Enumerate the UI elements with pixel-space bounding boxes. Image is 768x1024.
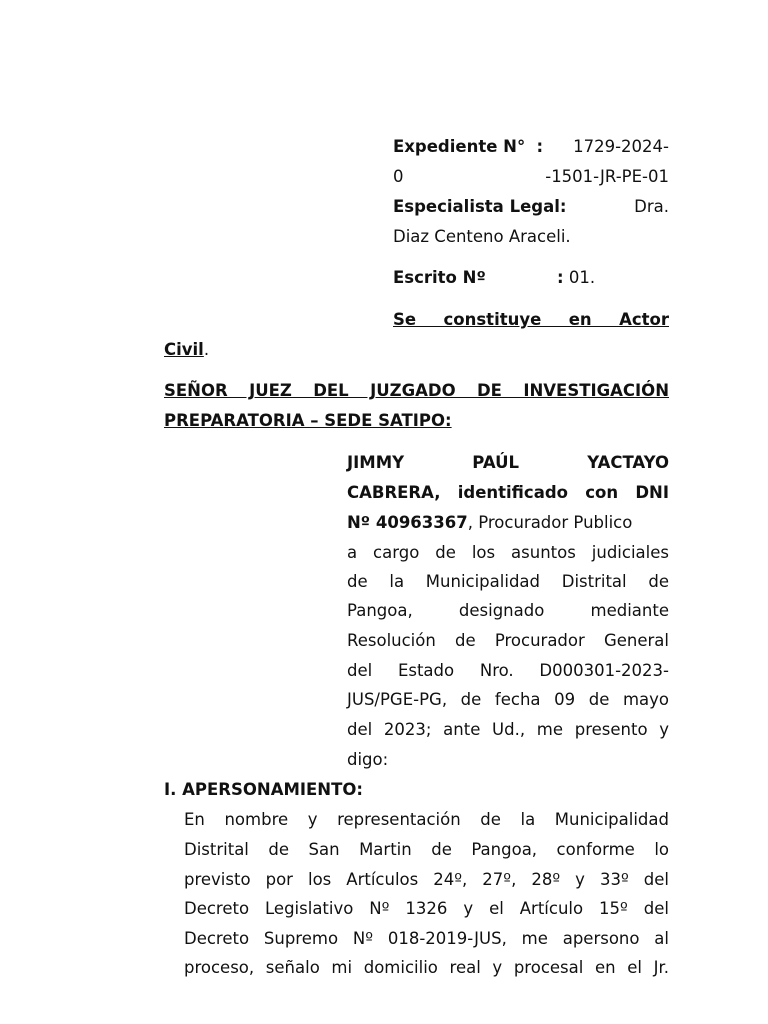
expediente-number-part2a: 0 (393, 167, 404, 186)
sumilla-line-2 (164, 340, 209, 360)
section1-line-6: proceso, señalo mi domicilio real y procesal en el Jr. (184, 958, 669, 977)
dni-number: Nº 40963367 (347, 513, 468, 532)
expediente-number-part1: 1729-2024- (573, 137, 669, 156)
expediente-line (393, 137, 669, 157)
section1-line-4: Decreto Legislativo Nº 1326 y el Artículo 15º del (184, 899, 669, 918)
intro-line-3-rest: , Procurador Publico (467, 513, 633, 532)
intro-line-11: digo: (347, 750, 389, 769)
intro-line-2: CABRERA, identificado con DNI (347, 483, 669, 502)
section-title-apersonamiento: I. APERSONAMIENTO: (164, 780, 363, 799)
intro-line-5: de la Municipalidad Distrital de (347, 572, 669, 591)
especialista-line (393, 197, 669, 217)
especialista-title: Dra. (634, 197, 669, 216)
escrito-colon: : (557, 268, 564, 287)
section1-line-3: previsto por los Artículos 24º, 27º, 28º y 33º del (184, 870, 669, 889)
section1-line-2: Distrital de San Martin de Pangoa, conforme lo (184, 840, 669, 859)
sumilla-period: . (203, 340, 210, 359)
escrito-value: 01. (568, 268, 596, 287)
expediente-label: Expediente N° (393, 137, 526, 156)
expediente-line-2 (393, 167, 669, 187)
intro-line-9: JUS/PGE-PG, de fecha 09 de mayo (347, 690, 669, 709)
intro-line-4: a cargo de los asuntos judiciales (347, 543, 669, 562)
intro-line-6: Pangoa, designado mediante (347, 601, 669, 620)
addressee-line-1: SEÑOR JUEZ DEL JUZGADO DE INVESTIGACIÓN (164, 381, 669, 400)
intro-line-8: del Estado Nro. D000301-2023- (347, 661, 669, 680)
sumilla-line-1: Se constituye en Actor (393, 310, 669, 329)
intro-line-7: Resolución de Procurador General (347, 631, 669, 650)
escrito-value-group (557, 268, 595, 288)
escrito-label: Escrito Nº (393, 268, 486, 287)
escrito-line (393, 268, 669, 288)
intro-line-10: del 2023; ante Ud., me presento y (347, 720, 669, 739)
intro-line-1: JIMMY PAÚL YACTAYO (347, 453, 669, 472)
expediente-colon: : (536, 137, 544, 156)
sumilla-word: Civil (164, 340, 204, 359)
addressee-line-2: PREPARATORIA – SEDE SATIPO: (164, 411, 452, 430)
expediente-number-part2b: -1501-JR-PE-01 (545, 167, 669, 186)
section1-line-5: Decreto Supremo Nº 018-2019-JUS, me apersono al (184, 929, 669, 948)
section1-line-1: En nombre y representación de la Municipalidad (184, 810, 669, 829)
especialista-label: Especialista Legal: (393, 197, 567, 216)
intro-line-3 (347, 513, 669, 533)
especialista-name: Diaz Centeno Araceli. (393, 227, 571, 246)
